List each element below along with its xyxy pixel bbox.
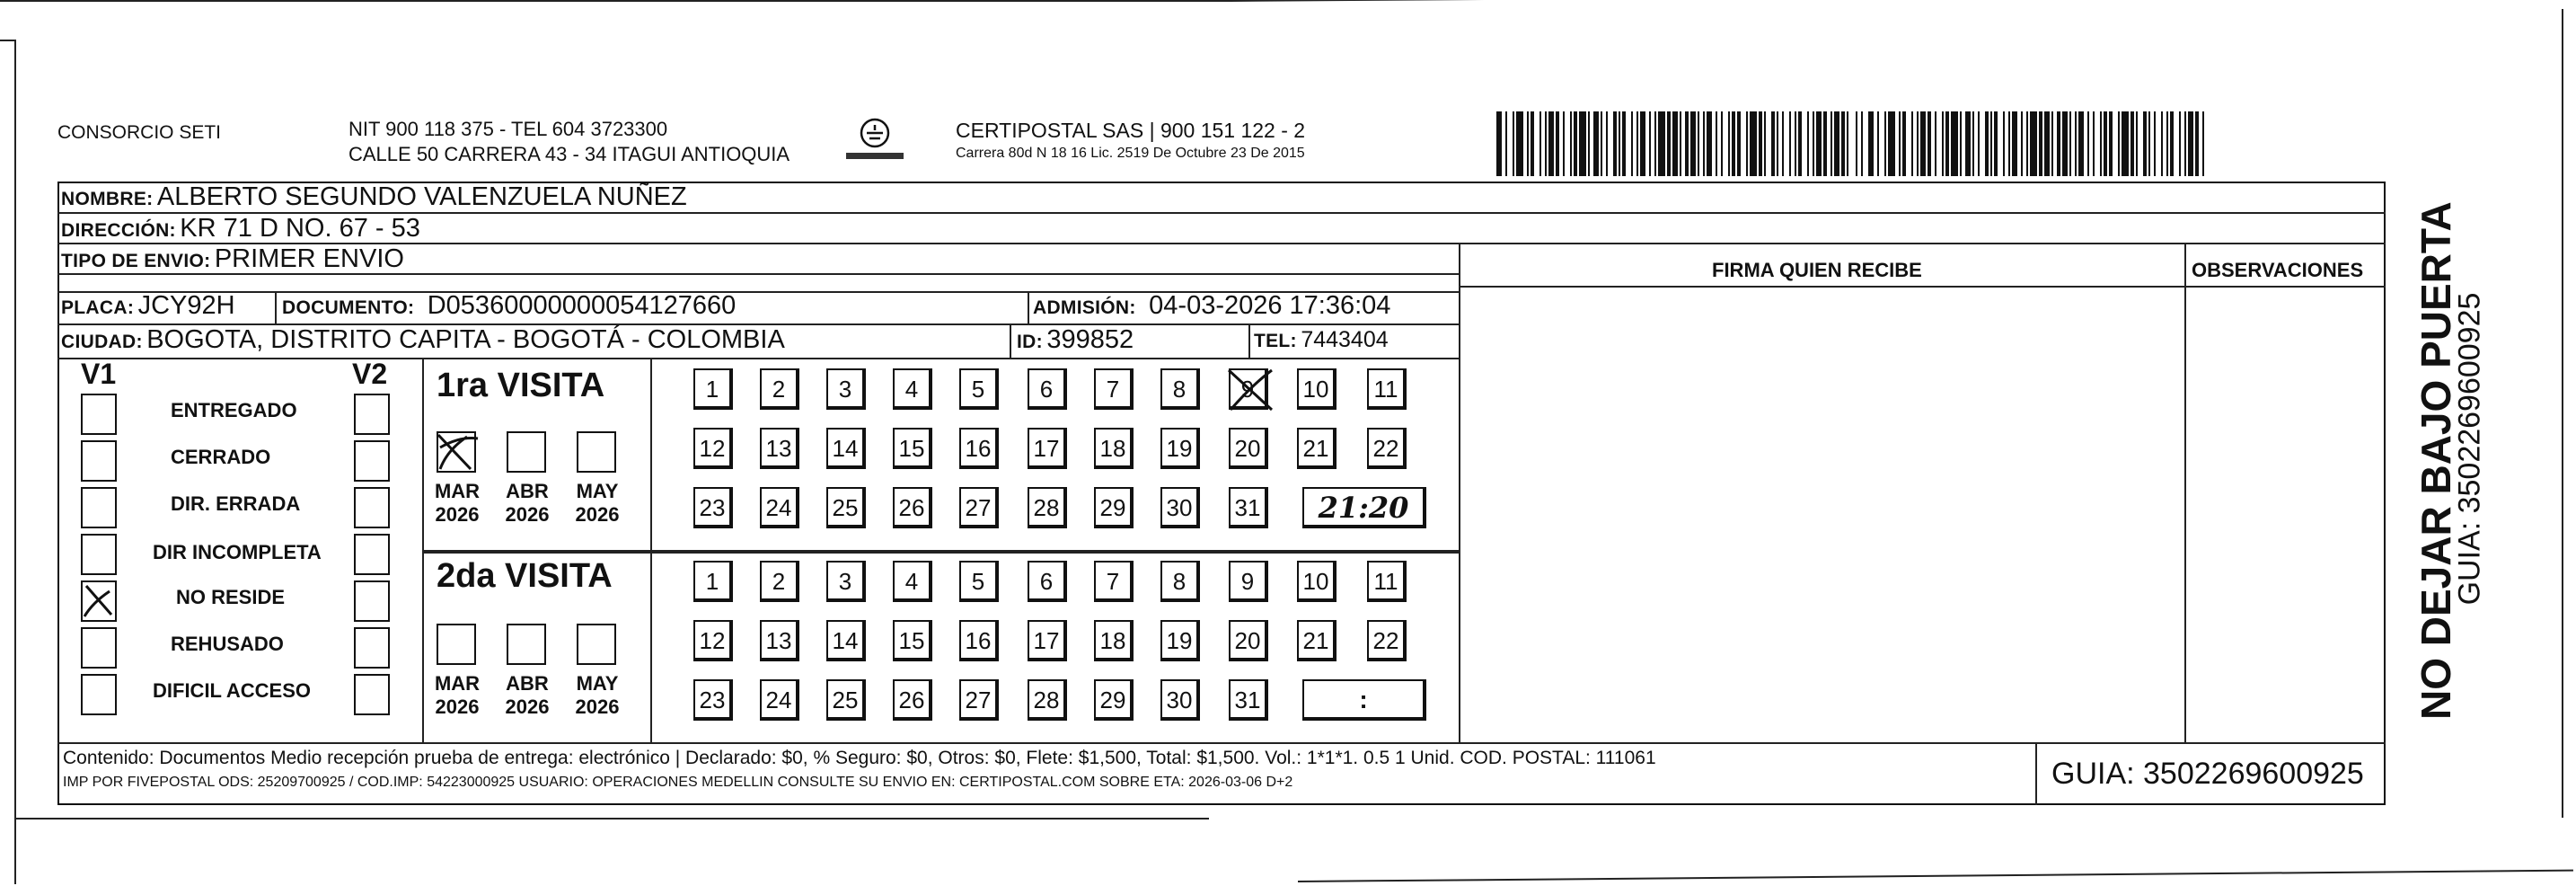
- ciudad-label: CIUDAD:: [61, 332, 143, 352]
- day-box[interactable]: 26: [893, 487, 932, 528]
- barcode-bar: [1707, 111, 1712, 176]
- barcode-bar: [2195, 111, 2199, 176]
- barcode-bar: [1759, 111, 1762, 176]
- barcode-bar: [2008, 111, 2010, 176]
- status-v2-checkbox[interactable]: [354, 534, 390, 575]
- check-mark-icon: [81, 580, 120, 620]
- barcode-bar: [2057, 111, 2060, 176]
- barcode-bar: [1746, 111, 1748, 176]
- day-box[interactable]: 24: [760, 487, 799, 528]
- barcode-bar: [1807, 111, 1809, 176]
- paper-edge-right: [2562, 9, 2563, 818]
- barcode-bar: [1861, 111, 1863, 176]
- observaciones-label: OBSERVACIONES: [2192, 259, 2364, 281]
- barcode-bar: [2078, 111, 2084, 176]
- barcode-bar: [1884, 111, 1886, 176]
- barcode-bar: [1902, 111, 1906, 176]
- day-box[interactable]: 13: [760, 620, 799, 661]
- month-label: [496, 672, 559, 719]
- barcode-bar: [1978, 111, 1980, 176]
- visit-separator: [422, 550, 1459, 554]
- paper-edge-top-right: [1231, 0, 2560, 2]
- barcode-bar: [1531, 111, 1534, 176]
- status-v1-checkbox[interactable]: [81, 534, 117, 575]
- barcode-bar: [1703, 111, 1705, 176]
- side-warning: [2393, 201, 2487, 720]
- day-box[interactable]: 1: [693, 561, 733, 602]
- day-box[interactable]: 22: [1367, 620, 1407, 661]
- barcode-bar: [1737, 111, 1741, 176]
- ciudad-field: [61, 325, 785, 355]
- month-name: MAY: [576, 480, 619, 502]
- barcode-bar: [1556, 111, 1559, 176]
- day-box[interactable]: 2: [760, 561, 799, 602]
- barcode: [1496, 111, 2206, 176]
- month-name: MAY: [576, 672, 619, 695]
- day-box[interactable]: 25: [826, 679, 866, 721]
- barcode-bar: [2143, 111, 2147, 176]
- row-line: [57, 358, 1459, 359]
- day-box[interactable]: 20: [1229, 428, 1268, 469]
- tipo-value: PRIMER ENVIO: [214, 244, 404, 273]
- day-box[interactable]: 22: [1367, 428, 1407, 469]
- barcode-bar: [2154, 111, 2156, 176]
- guia-divider: [2035, 742, 2037, 805]
- barcode-bar: [1593, 111, 1599, 176]
- day-box[interactable]: 4: [893, 368, 932, 410]
- day-box[interactable]: 24: [760, 679, 799, 721]
- barcode-bar: [2170, 111, 2174, 176]
- barcode-bar: [1868, 111, 1874, 176]
- barcode-bar: [1672, 111, 1678, 176]
- direccion-label: DIRECCIÓN:: [61, 220, 176, 241]
- barcode-bar: [1588, 111, 1590, 176]
- direccion-field: [61, 214, 420, 244]
- barcode-bar: [2075, 111, 2077, 176]
- barcode-bar: [1917, 111, 1919, 176]
- sender-name: CONSORCIO SETI: [57, 122, 222, 143]
- barcode-bar: [2179, 111, 2181, 176]
- nombre-label: NOMBRE:: [61, 189, 154, 209]
- status-v2-checkbox[interactable]: [354, 627, 390, 669]
- day-box[interactable]: 16: [959, 428, 999, 469]
- id-field: [1017, 325, 1134, 355]
- right-header-line: [1459, 286, 2386, 288]
- barcode-bar: [1823, 111, 1827, 176]
- barcode-bar: [2100, 111, 2102, 176]
- day-box[interactable]: 15: [893, 620, 932, 661]
- barcode-bar: [1680, 111, 1681, 176]
- barcode-bar: [1771, 111, 1775, 176]
- barcode-bar: [1990, 111, 1992, 176]
- visit-1-title: 1ra VISITA: [437, 367, 605, 404]
- direccion-value: KR 71 D NO. 67 - 53: [180, 214, 420, 243]
- day-box[interactable]: 21: [1297, 620, 1337, 661]
- month-checkbox-mar[interactable]: [437, 431, 476, 473]
- barcode-bar: [1782, 111, 1784, 176]
- barcode-bar: [1899, 111, 1901, 176]
- certipostal-logo: [839, 115, 911, 169]
- day-box[interactable]: 27: [959, 679, 999, 721]
- barcode-bar: [1513, 111, 1514, 176]
- day-box[interactable]: 2: [760, 368, 799, 410]
- month-label: [426, 672, 489, 719]
- barcode-bar: [2003, 111, 2005, 176]
- v1-label: V1: [81, 358, 117, 390]
- day-box[interactable]: 28: [1028, 679, 1067, 721]
- barcode-bar: [1613, 111, 1617, 176]
- status-v2-checkbox[interactable]: [354, 440, 390, 482]
- status-v1-checkbox[interactable]: [81, 440, 117, 482]
- month-checkbox-abr[interactable]: [507, 431, 546, 473]
- barcode-bar: [2122, 111, 2129, 176]
- month-checkbox-may[interactable]: [577, 431, 616, 473]
- footer-content-line: Contenido: Documentos Medio recepción prueba de entrega: electrónico | Declarado: $0, % Seguro: $0, Otros: $0, Flete: $1,500, Total: $1,500. Vol.: 1*1*1. 0.5 1 Unid. COD. POSTAL: 111061: [63, 748, 1656, 768]
- barcode-bar: [2087, 111, 2089, 176]
- barcode-bar: [2062, 111, 2068, 176]
- barcode-bar: [1574, 111, 1577, 176]
- firma-divider: [1459, 243, 1460, 742]
- col-line: [1010, 325, 1011, 358]
- status-label: CERRADO: [171, 446, 271, 468]
- visit-time-box[interactable]: :: [1302, 679, 1426, 721]
- day-box[interactable]: 10: [1297, 561, 1337, 602]
- barcode-bar: [1856, 111, 1857, 176]
- obs-divider: [2184, 243, 2186, 742]
- tel-label: TEL:: [1254, 331, 1297, 351]
- month-label: [566, 672, 629, 719]
- barcode-bar: [2161, 111, 2163, 176]
- month-checkbox-abr[interactable]: [507, 624, 546, 665]
- barcode-bar: [1777, 111, 1778, 176]
- day-box[interactable]: 23: [693, 487, 733, 528]
- barcode-bar: [1994, 111, 1998, 176]
- nombre-field: [61, 182, 687, 212]
- day-box[interactable]: 17: [1028, 620, 1067, 661]
- carrier-address: Carrera 80d N 18 16 Lic. 2519 De Octubre 23 De 2015: [956, 146, 1305, 161]
- barcode-bar: [1548, 111, 1554, 176]
- barcode-bar: [1985, 111, 1989, 176]
- carrier-name: CERTIPOSTAL SAS | 900 151 122 - 2: [956, 119, 1306, 142]
- barcode-bar: [1847, 111, 1848, 176]
- barcode-bar: [1728, 111, 1730, 176]
- day-box[interactable]: 5: [959, 368, 999, 410]
- day-box[interactable]: 29: [1094, 487, 1134, 528]
- barcode-bar: [1579, 111, 1586, 176]
- month-label: [496, 480, 559, 527]
- barcode-bar: [1888, 111, 1895, 176]
- status-v1-checkbox[interactable]: [81, 674, 117, 715]
- col-line: [275, 291, 277, 323]
- day-box[interactable]: 14: [826, 428, 866, 469]
- day-box[interactable]: 1: [693, 368, 733, 410]
- day-box[interactable]: 29: [1094, 679, 1134, 721]
- col-line: [1248, 325, 1250, 358]
- month-year: 2026: [435, 696, 480, 718]
- month-year: 2026: [435, 503, 480, 526]
- visit-2-title: 2da VISITA: [437, 557, 613, 595]
- tel-value: 7443404: [1301, 327, 1389, 352]
- barcode-bar: [1545, 111, 1547, 176]
- day-box[interactable]: 25: [826, 487, 866, 528]
- barcode-bar: [2069, 111, 2071, 176]
- day-box[interactable]: 11: [1367, 561, 1407, 602]
- barcode-bar: [2104, 111, 2107, 176]
- barcode-bar: [1667, 111, 1671, 176]
- barcode-bar: [2051, 111, 2053, 176]
- placa-label: PLACA:: [61, 297, 135, 318]
- barcode-bar: [2093, 111, 2095, 176]
- day-box[interactable]: 13: [760, 428, 799, 469]
- month-year: 2026: [505, 503, 550, 526]
- day-box[interactable]: 7: [1094, 561, 1134, 602]
- day-box[interactable]: 5: [959, 561, 999, 602]
- id-label: ID:: [1017, 332, 1043, 352]
- sender-nit: NIT 900 118 375 - TEL 604 3723300: [348, 118, 668, 140]
- day-box[interactable]: 30: [1160, 679, 1200, 721]
- paper-edge-bottom-right: [1298, 870, 2573, 882]
- month-year: 2026: [505, 696, 550, 718]
- status-v2-checkbox[interactable]: [354, 487, 390, 528]
- footer-guia: GUIA: 3502269600925: [2051, 757, 2364, 791]
- day-box[interactable]: 8: [1160, 561, 1200, 602]
- barcode-bar: [1877, 111, 1879, 176]
- day-box[interactable]: 3: [826, 368, 866, 410]
- status-label: NO RESIDE: [176, 586, 286, 608]
- barcode-bar: [2030, 111, 2037, 176]
- barcode-bar: [2136, 111, 2138, 176]
- barcode-bar: [1732, 111, 1735, 176]
- day-box[interactable]: 28: [1028, 487, 1067, 528]
- day-box[interactable]: 11: [1367, 368, 1407, 410]
- barcode-bar: [1570, 111, 1572, 176]
- month-checkbox-mar[interactable]: [437, 624, 476, 665]
- ciudad-value: BOGOTA, DISTRITO CAPITA - BOGOTÁ - COLOMBIA: [146, 325, 785, 354]
- day-box[interactable]: 20: [1229, 620, 1268, 661]
- barcode-bar: [1698, 111, 1699, 176]
- barcode-bar: [1813, 111, 1814, 176]
- form-frame: [57, 182, 2386, 805]
- barcode-bar: [1831, 111, 1832, 176]
- barcode-bar: [1606, 111, 1608, 176]
- status-v1-checkbox[interactable]: [81, 627, 117, 669]
- barcode-bar: [1721, 111, 1723, 176]
- check-mark-icon: [435, 428, 481, 474]
- paper-edge-left: [14, 40, 16, 884]
- month-label: [426, 480, 489, 527]
- barcode-bar: [2026, 111, 2028, 176]
- barcode-bar: [1942, 111, 1944, 176]
- barcode-bar: [1658, 111, 1665, 176]
- status-v1-checkbox[interactable]: [81, 394, 117, 435]
- barcode-bar: [2166, 111, 2168, 176]
- barcode-bar: [1654, 111, 1656, 176]
- day-box[interactable]: 27: [959, 487, 999, 528]
- barcode-bar: [2039, 111, 2042, 176]
- barcode-bar: [1911, 111, 1913, 176]
- barcode-bar: [1945, 111, 1949, 176]
- barcode-bar: [1649, 111, 1651, 176]
- barcode-bar: [1764, 111, 1766, 176]
- month-name: ABR: [506, 672, 549, 695]
- barcode-bar: [1636, 111, 1638, 176]
- status-label: DIR. ERRADA: [171, 492, 301, 515]
- status-v2-checkbox[interactable]: [354, 580, 390, 622]
- day-box[interactable]: 23: [693, 679, 733, 721]
- day-box[interactable]: 30: [1160, 487, 1200, 528]
- nombre-value: ALBERTO SEGUNDO VALENZUELA NUÑEZ: [156, 182, 687, 211]
- id-value: 399852: [1046, 325, 1134, 354]
- status-label: DIFICIL ACCESO: [153, 679, 312, 702]
- barcode-bar: [1496, 111, 1502, 176]
- placa-field: [61, 291, 235, 321]
- status-v1-checkbox[interactable]: [81, 487, 117, 528]
- barcode-bar: [1816, 111, 1822, 176]
- day-box[interactable]: 14: [826, 620, 866, 661]
- day-box[interactable]: 6: [1028, 368, 1067, 410]
- paper-edge-bottom: [14, 818, 1209, 820]
- day-box[interactable]: 16: [959, 620, 999, 661]
- barcode-bar: [1716, 111, 1717, 176]
- barcode-bar: [1631, 111, 1633, 176]
- barcode-bar: [1960, 111, 1962, 176]
- barcode-bar: [1640, 111, 1645, 176]
- documento-value: D05360000000054127660: [427, 291, 737, 320]
- col-line: [1028, 291, 1029, 323]
- footer-print-line: IMP POR FIVEPOSTAL ODS: 25209700925 / COD.IMP: 54223000925 USUARIO: OPERACIONES MEDELLIN CONSULTE SU ENVIO EN: CERTIPOSTAL.COM SOBRE ETA: 2026-03-06 D+2: [63, 775, 1293, 790]
- barcode-bar: [2012, 111, 2017, 176]
- documento-field: [282, 291, 736, 321]
- day-box[interactable]: 10: [1297, 368, 1337, 410]
- placa-value: JCY92H: [137, 291, 235, 320]
- barcode-bar: [1601, 111, 1602, 176]
- barcode-bar: [1789, 111, 1791, 176]
- barcode-bar: [2184, 111, 2186, 176]
- barcode-bar: [1750, 111, 1757, 176]
- barcode-bar: [1685, 111, 1689, 176]
- status-label: DIR INCOMPLETA: [153, 541, 322, 563]
- day-box[interactable]: 19: [1160, 620, 1200, 661]
- barcode-bar: [1622, 111, 1626, 176]
- tel-field: [1254, 327, 1389, 353]
- month-label: [566, 480, 629, 527]
- no-dejar-bajo-puerta: NO DEJAR BAJO PUERTA: [2413, 201, 2459, 720]
- day-box[interactable]: 8: [1160, 368, 1200, 410]
- firma-label: FIRMA QUIEN RECIBE: [1712, 259, 1922, 281]
- day-box[interactable]: 4: [893, 561, 932, 602]
- tipo-field: [61, 244, 404, 274]
- status-v1-checkbox[interactable]: [81, 580, 117, 622]
- barcode-bar: [1834, 111, 1839, 176]
- sender-address: CALLE 50 CARRERA 43 - 34 ITAGUI ANTIOQUIA: [348, 143, 790, 165]
- barcode-bar: [1798, 111, 1802, 176]
- paper-edge-left-top: [0, 40, 16, 41]
- barcode-bar: [1563, 111, 1565, 176]
- barcode-bar: [2118, 111, 2120, 176]
- barcode-bar: [2021, 111, 2023, 176]
- barcode-bar: [1928, 111, 1931, 176]
- status-v2-checkbox[interactable]: [354, 674, 390, 715]
- barcode-bar: [1619, 111, 1620, 176]
- day-box[interactable]: 6: [1028, 561, 1067, 602]
- barcode-bar: [1690, 111, 1696, 176]
- side-guia: GUIA: 3502269600925: [2452, 292, 2487, 606]
- day-box[interactable]: 18: [1094, 428, 1134, 469]
- day-box[interactable]: 18: [1094, 620, 1134, 661]
- barcode-bar: [1539, 111, 1541, 176]
- day-box[interactable]: 19: [1160, 428, 1200, 469]
- status-v2-checkbox[interactable]: [354, 394, 390, 435]
- month-name: ABR: [506, 480, 549, 502]
- day-box[interactable]: 31: [1229, 487, 1268, 528]
- admision-value: 04-03-2026 17:36:04: [1149, 291, 1391, 320]
- status-label: REHUSADO: [171, 633, 284, 655]
- day-box[interactable]: 12: [693, 620, 733, 661]
- barcode-bar: [1795, 111, 1796, 176]
- admision-label: ADMISIÓN:: [1033, 297, 1136, 318]
- status-label: ENTREGADO: [171, 399, 297, 421]
- barcode-bar: [2188, 111, 2193, 176]
- barcode-bar: [2148, 111, 2150, 176]
- day-box[interactable]: 3: [826, 561, 866, 602]
- month-name: MAR: [434, 480, 481, 502]
- admision-field: [1033, 291, 1390, 321]
- day-box[interactable]: 9: [1229, 561, 1268, 602]
- day-box[interactable]: 17: [1028, 428, 1067, 469]
- barcode-bar: [1516, 111, 1523, 176]
- day-box[interactable]: 31: [1229, 679, 1268, 721]
- barcode-bar: [2109, 111, 2113, 176]
- barcode-bar: [2044, 111, 2050, 176]
- barcode-bar: [2130, 111, 2134, 176]
- day-box[interactable]: 26: [893, 679, 932, 721]
- barcode-bar: [1841, 111, 1845, 176]
- barcode-bar: [1965, 111, 1971, 176]
- barcode-bar: [1505, 111, 1507, 176]
- barcode-bar: [1920, 111, 1926, 176]
- month-year: 2026: [575, 503, 620, 526]
- day-box[interactable]: 12: [693, 428, 733, 469]
- month-checkbox-may[interactable]: [577, 624, 616, 665]
- day-box[interactable]: 9: [1229, 368, 1268, 410]
- day-box[interactable]: 7: [1094, 368, 1134, 410]
- visit-time-box[interactable]: 21:20: [1302, 487, 1426, 528]
- documento-label: DOCUMENTO:: [282, 297, 415, 318]
- month-year: 2026: [575, 696, 620, 718]
- paper-edge-top: [0, 0, 1231, 2]
- day-box[interactable]: 21: [1297, 428, 1337, 469]
- barcode-bar: [1951, 111, 1958, 176]
- day-box[interactable]: 15: [893, 428, 932, 469]
- month-name: MAR: [434, 672, 481, 695]
- barcode-bar: [1527, 111, 1529, 176]
- v2-label: V2: [352, 358, 388, 390]
- barcode-bar: [2202, 111, 2204, 176]
- barcode-bar: [1972, 111, 1974, 176]
- barcode-bar: [1935, 111, 1936, 176]
- tipo-label: TIPO DE ENVIO:: [61, 251, 211, 271]
